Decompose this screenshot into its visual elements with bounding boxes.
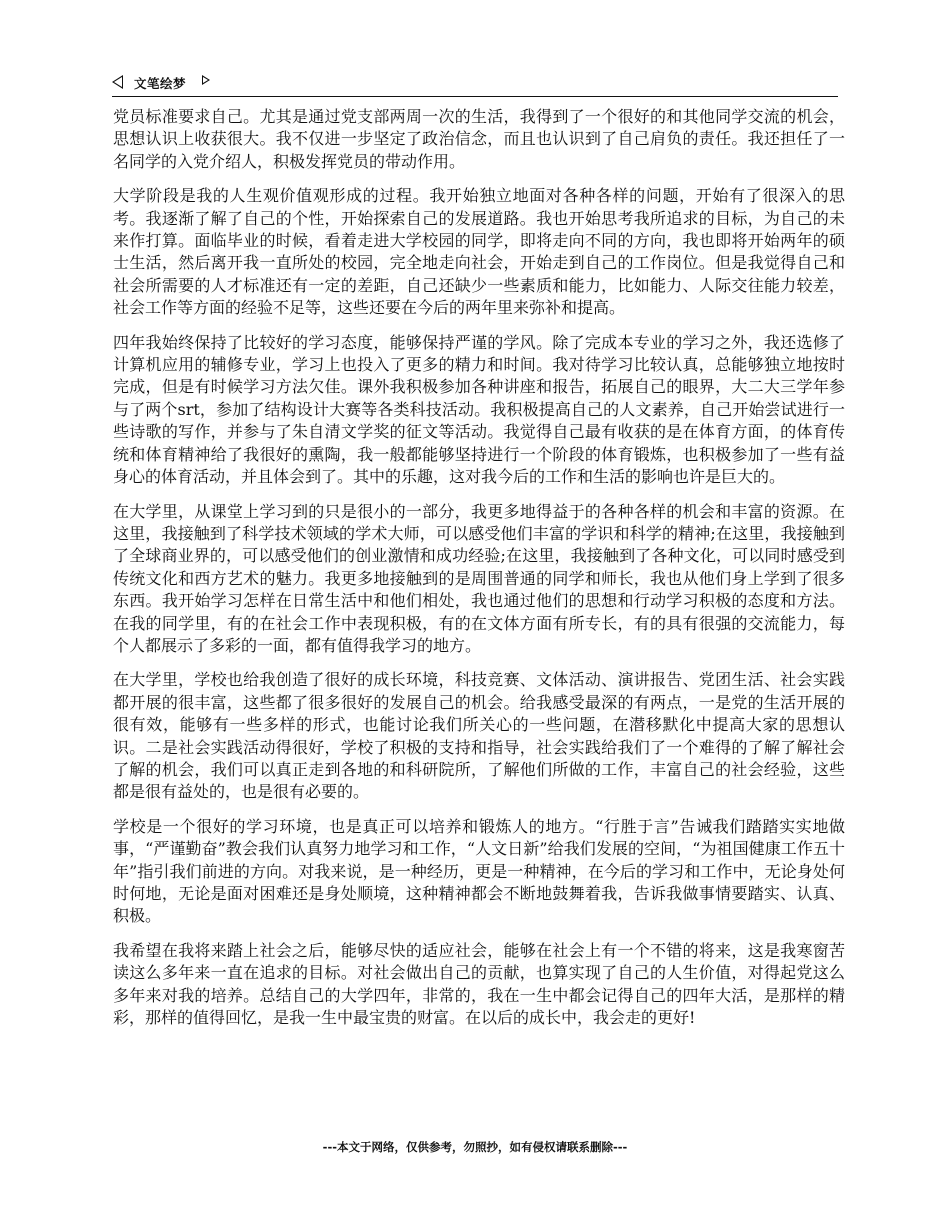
document-body bbox=[113, 106, 845, 1041]
paragraph: 大学阶段是我的人生观价值观形成的过程。我开始独立地面对各种各样的问题，开始有了很深入的思考。我逐渐了解了自己的个性，开始探索自己的发展道路。我也开始思考我所追求的目标，为自己的未来作打算。面临毕业的时候，看着走进大学校园的同学，即将走向不同的方向，我也即将开始两年的硕士生活，然后离开我一直所处的校园，完全地走向社会，开始走到自己的工作岗位。但是我觉得自己和社会所需要的人才标准还有一定的差距，自己还缺少一些素质和能力，比如能力、人际交往能力较差，社会工作等方面的经验不足等，这些还要在今后的两年里来弥补和提高。 bbox=[113, 186, 845, 318]
paragraph: 在大学里，学校也给我创造了很好的成长环境，科技竞赛、文体活动、演讲报告、党团生活、社会实践都开展的很丰富，这些都了很多很好的发展自己的机会。给我感受最深的有两点，一是党的生活开展的很有效，能够有一些多样的形式，也能讨论我们所关心的一些问题，在潜移默化中提高大家的思想认识。二是社会实践活动得很好，学校了积极的支持和指导，社会实践给我们了一个难得的了解了解社会了解的机会，我们可以真正走到各地的和科研院所，了解他们所做的工作，丰富自己的社会经验，这些都是很有益处的，也是很有必要的。 bbox=[113, 670, 845, 802]
page-header bbox=[112, 72, 838, 94]
paragraph: 在大学里，从课堂上学习到的只是很小的一部分，我更多地得益于的各种各样的机会和丰富的资源。在这里，我接触到了科学技术领域的学术大师，可以感受他们丰富的学识和科学的精神;在这里，我接触到了全球商业界的，可以感受他们的创业激情和成功经验;在这里，我接触到了各种文化，可以同时感受到传统文化和西方艺术的魅力。我更多地接触到的是周围普通的同学和师长，我也从他们身上学到了很多东西。我开始学习怎样在日常生活中和他们相处，我也通过他们的思想和行动学习积极的态度和方法。在我的同学里，有的在社会工作中表现积极，有的在文体方面有所专长，有的具有很强的交流能力，每个人都展示了多彩的一面，都有值得我学习的地方。 bbox=[113, 501, 845, 655]
paragraph: 我希望在我将来踏上社会之后，能够尽快的适应社会，能够在社会上有一个不错的将来，这是我寒窗苦读这么多年来一直在追求的目标。对社会做出自己的贡献，也算实现了自己的人生价值，对得起党这么多年来对我的培养。总结自己的大学四年，非常的，我在一生中都会记得自己的四年大活，是那样的精彩，那样的值得回忆，是我一生中最宝贵的财富。在以后的成长中，我会走的更好! bbox=[113, 940, 845, 1028]
header-divider bbox=[112, 96, 838, 97]
paragraph: 党员标准要求自己。尤其是通过党支部两周一次的生活，我得到了一个很好的和其他同学交流的机会，思想认识上收获很大。我不仅进一步坚定了政治信念，而且也认识到了自己肩负的责任。我还担任了一名同学的入党介绍人，积极发挥党员的带动作用。 bbox=[113, 107, 845, 171]
left-triangle-icon bbox=[112, 75, 123, 89]
paragraph: 四年我始终保持了比较好的学习态度，能够保持严谨的学风。除了完成本专业的学习之外，我还选修了计算机应用的辅修专业，学习上也投入了更多的精力和时间。我对待学习比较认真，总能够独立地按时完成，但是有时候学习方法欠佳。课外我积极参加各种讲座和报告，拓展自己的眼界，大二大三学年参与了两个srt，参加了结构设计大赛等各类科技活动。我积极提高自己的人文素养，自己开始尝试进行一些诗歌的写作，并参与了朱自清文学奖的征文等活动。我觉得自己最有收获的是在体育方面，的体育传统和体育精神给了我很好的熏陶，我一般都能够坚持进行一个阶段的体育锻炼，也积极参加了一些有益身心的体育活动，并且体会到了。其中的乐趣，这对我今后的工作和生活的影响也许是巨大的。 bbox=[113, 332, 845, 487]
right-triangle-icon bbox=[202, 75, 210, 85]
footer-disclaimer: ---本文于网络，仅供参考，勿照抄，如有侵权请联系删除--- bbox=[322, 1140, 628, 1154]
brand-name: 文笔绘梦 bbox=[134, 76, 187, 91]
paragraph: 学校是一个很好的学习环境，也是真正可以培养和锻炼人的地方。“行胜于言”告诫我们踏踏实实地做事，“严谨勤奋”教会我们认真努力地学习和工作，“人文日新”给我们发展的空间，“为祖国健康工作五十年”指引我们前进的方向。对我来说，是一种经历，更是一种精神，在今后的学习和工作中，无论身处何时何地，无论是面对困难还是身处顺境，这种精神都会不断地鼓舞着我，告诉我做事情要踏实、认真、积极。 bbox=[113, 816, 845, 926]
